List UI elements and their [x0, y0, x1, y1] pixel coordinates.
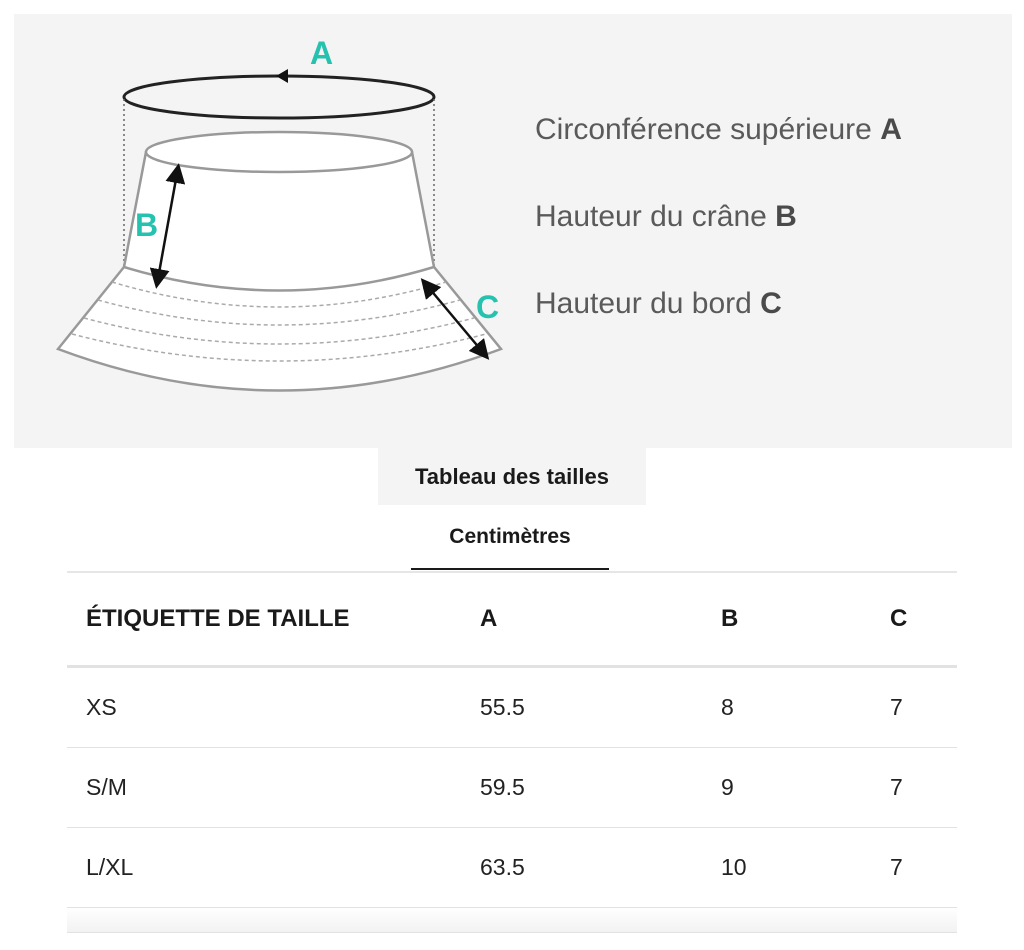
size-table	[67, 571, 957, 933]
legend-letter: B	[775, 200, 797, 233]
legend-text: Hauteur du bord	[535, 287, 752, 320]
bucket-hat-diagram	[14, 14, 534, 448]
hat-crown-top	[146, 132, 412, 172]
cell-b: 10	[721, 854, 747, 880]
cell-c: 7	[890, 854, 903, 880]
legend-letter: A	[880, 113, 902, 146]
table-row	[67, 828, 957, 908]
cell-c: 7	[890, 694, 903, 720]
legend-text: Circonférence supérieure	[535, 113, 872, 146]
tab-centimeters[interactable]: Centimètres	[411, 506, 609, 570]
measurement-legend	[535, 110, 902, 371]
table-row	[67, 748, 957, 828]
legend-item-a	[535, 110, 902, 197]
cell-a: 59.5	[480, 774, 525, 800]
cell-b: 8	[721, 694, 734, 720]
label-c: C	[476, 289, 500, 325]
legend-item-c	[535, 284, 902, 371]
header-a: A	[480, 605, 498, 632]
cell-size: XS	[86, 694, 117, 720]
label-a: A	[310, 35, 334, 71]
cell-size: S/M	[86, 774, 127, 800]
header-size-label: ÉTIQUETTE DE TAILLE	[86, 605, 350, 632]
header-b: B	[721, 605, 739, 632]
header-c: C	[890, 605, 908, 632]
cell-c: 7	[890, 774, 903, 800]
cell-a: 55.5	[480, 694, 525, 720]
table-row-empty	[67, 908, 957, 933]
circumference-arrow-icon	[276, 69, 288, 83]
hat-diagram-panel	[14, 14, 1012, 448]
size-chart-title: Tableau des tailles	[378, 448, 646, 505]
top-circumference-ellipse	[124, 76, 434, 118]
table-header-row	[67, 573, 957, 668]
cell-b: 9	[721, 774, 734, 800]
legend-letter: C	[760, 287, 782, 320]
legend-item-b	[535, 197, 902, 284]
table-row	[67, 668, 957, 748]
label-b: B	[135, 207, 159, 243]
cell-size: L/XL	[86, 854, 134, 880]
cell-a: 63.5	[480, 854, 525, 880]
legend-text: Hauteur du crâne	[535, 200, 767, 233]
